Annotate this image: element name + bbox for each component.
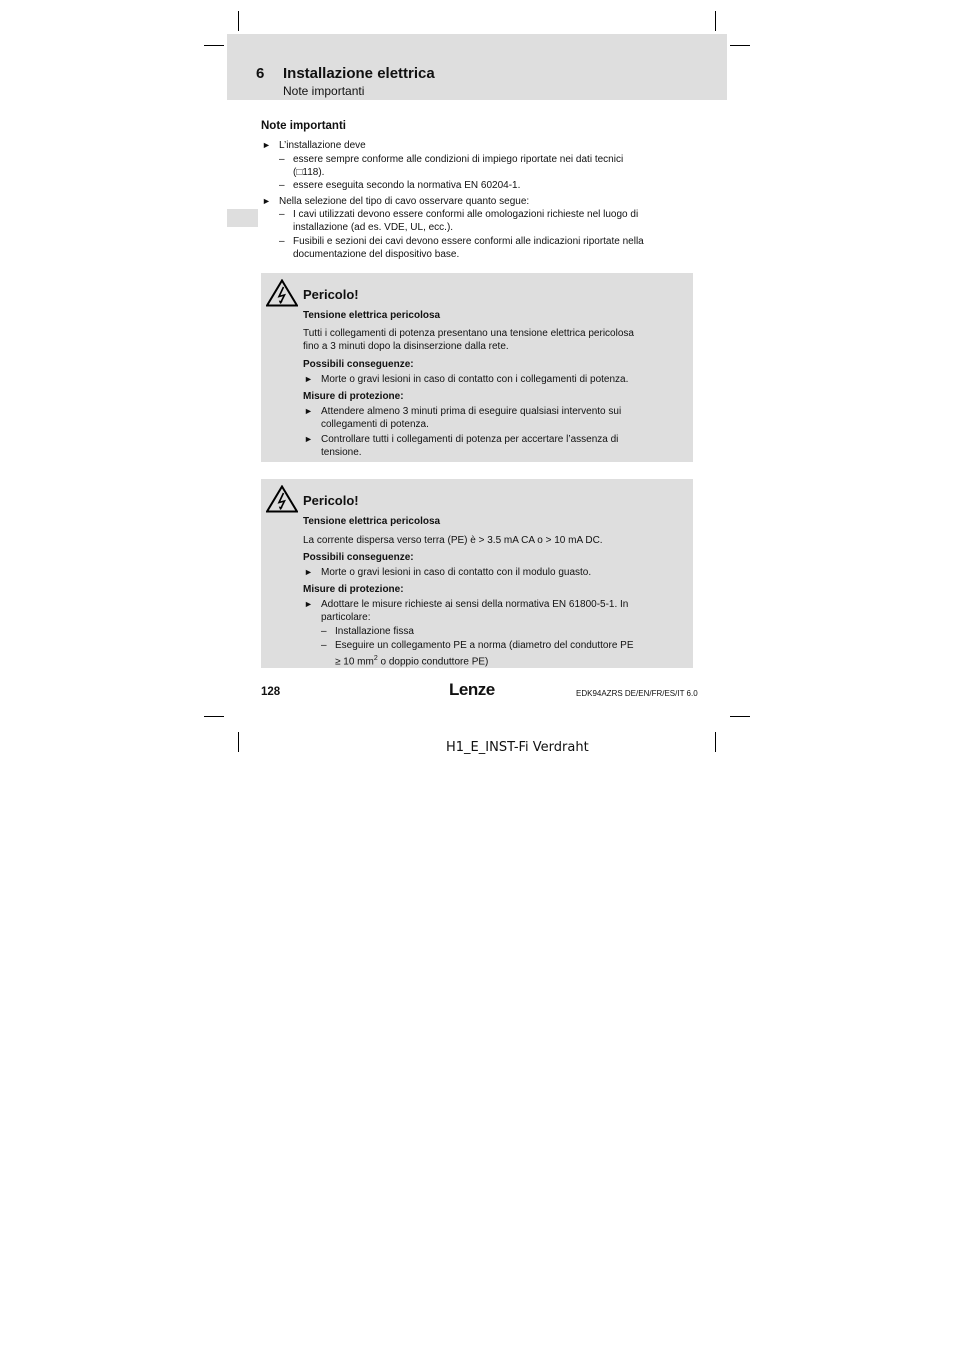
bullet-text: Nella selezione del tipo di cavo osservare quanto segue: — [279, 196, 530, 207]
dash-marker: – — [321, 640, 327, 651]
list-item: essere sempre conforme alle condizioni di impiego riportate nei dati tecnici — [293, 154, 624, 165]
danger-voltage-icon — [266, 485, 298, 513]
bullet-text: L’installazione deve — [279, 140, 366, 151]
dash-marker: – — [321, 626, 327, 637]
bullet-marker: ► — [262, 196, 271, 206]
dash-marker: – — [279, 209, 285, 220]
consequences-label: Possibili conseguenze: — [303, 552, 414, 563]
measure-item: Controllare tutti i collegamenti di potenza per accertare l’assenza di — [321, 434, 619, 445]
page-number: 128 — [261, 686, 281, 698]
list-item: essere eseguita secondo la normativa EN 60204-1. — [293, 180, 521, 191]
chapter-side-tab — [227, 209, 258, 227]
danger-voltage-icon — [266, 279, 298, 307]
list-item: installazione (ad es. VDE, UL, ecc.). — [293, 222, 454, 233]
sub-measure-item: Eseguire un collegamento PE a norma (diametro del conduttore PE — [335, 640, 634, 651]
bullet-marker: ► — [304, 374, 313, 384]
bottom-label: H1_E_INST-Fi Verdraht — [446, 740, 589, 755]
crop-mark — [238, 732, 239, 752]
dash-marker: – — [279, 236, 285, 247]
measure-item: Attendere almeno 3 minuti prima di eseguire qualsiasi intervento sui — [321, 406, 622, 417]
crop-mark — [730, 716, 750, 717]
sub-measure-item: Installazione fissa — [335, 626, 414, 637]
dash-marker: – — [279, 180, 285, 191]
warning-description: La corrente dispersa verso terra (PE) è > 3.5 mA CA o > 10 mA DC. — [303, 535, 603, 546]
bullet-marker: ► — [304, 567, 313, 577]
chapter-title: Installazione elettrica — [283, 65, 435, 82]
consequences-label: Possibili conseguenze: — [303, 359, 414, 370]
warning-subtitle: Tensione elettrica pericolosa — [303, 310, 441, 321]
crop-mark — [715, 732, 716, 752]
crop-mark — [715, 11, 716, 31]
crop-mark — [730, 45, 750, 46]
sub-measure-text: o doppio conduttore PE) — [377, 656, 489, 668]
crop-mark — [204, 716, 224, 717]
measure-item: particolare: — [321, 612, 371, 623]
brand-logo: Lenze — [449, 680, 495, 699]
crop-mark — [204, 45, 224, 46]
superscript: 2 — [373, 655, 378, 662]
warning-subtitle: Tensione elettrica pericolosa — [303, 516, 441, 527]
chapter-subtitle: Note importanti — [283, 84, 365, 98]
consequence-item: Morte o gravi lesioni in caso di contatto con il modulo guasto. — [321, 567, 592, 578]
warning-description: fino a 3 minuti dopo la disinserzione dalla rete. — [303, 341, 509, 352]
measure-item: Adottare le misure richieste ai sensi della normativa EN 61800-5-1. In — [321, 599, 629, 610]
bullet-marker: ► — [262, 140, 271, 150]
list-item: documentazione del dispositivo base. — [293, 249, 460, 260]
warning-description: Tutti i collegamenti di potenza presentano una tensione elettrica pericolosa — [303, 328, 634, 339]
list-item: Fusibili e sezioni dei cavi devono essere conformi alle indicazioni riportate nella — [293, 236, 644, 247]
sub-measure-item — [335, 652, 488, 668]
bullet-marker: ► — [304, 599, 313, 609]
measures-label: Misure di protezione: — [303, 584, 404, 595]
crop-mark — [238, 11, 239, 31]
warning-title: Pericolo! — [303, 493, 359, 508]
document-code: EDK94AZRS DE/EN/FR/ES/IT 6.0 — [576, 689, 698, 698]
bullet-marker: ► — [304, 434, 313, 444]
consequence-item: Morte o gravi lesioni in caso di contatto con i collegamenti di potenza. — [321, 374, 629, 385]
list-item: I cavi utilizzati devono essere conformi alle omologazioni richieste nel luogo di — [293, 209, 639, 220]
measures-label: Misure di protezione: — [303, 391, 404, 402]
measure-item: tensione. — [321, 447, 362, 458]
warning-title: Pericolo! — [303, 287, 359, 302]
bullet-marker: ► — [304, 406, 313, 416]
measure-item: collegamenti di potenza. — [321, 419, 429, 430]
chapter-number: 6 — [256, 65, 265, 82]
sub-measure-text: ≥ 10 mm — [335, 656, 374, 668]
section-title: Note importanti — [261, 120, 346, 132]
list-item: (□118). — [293, 167, 325, 178]
dash-marker: – — [279, 154, 285, 165]
